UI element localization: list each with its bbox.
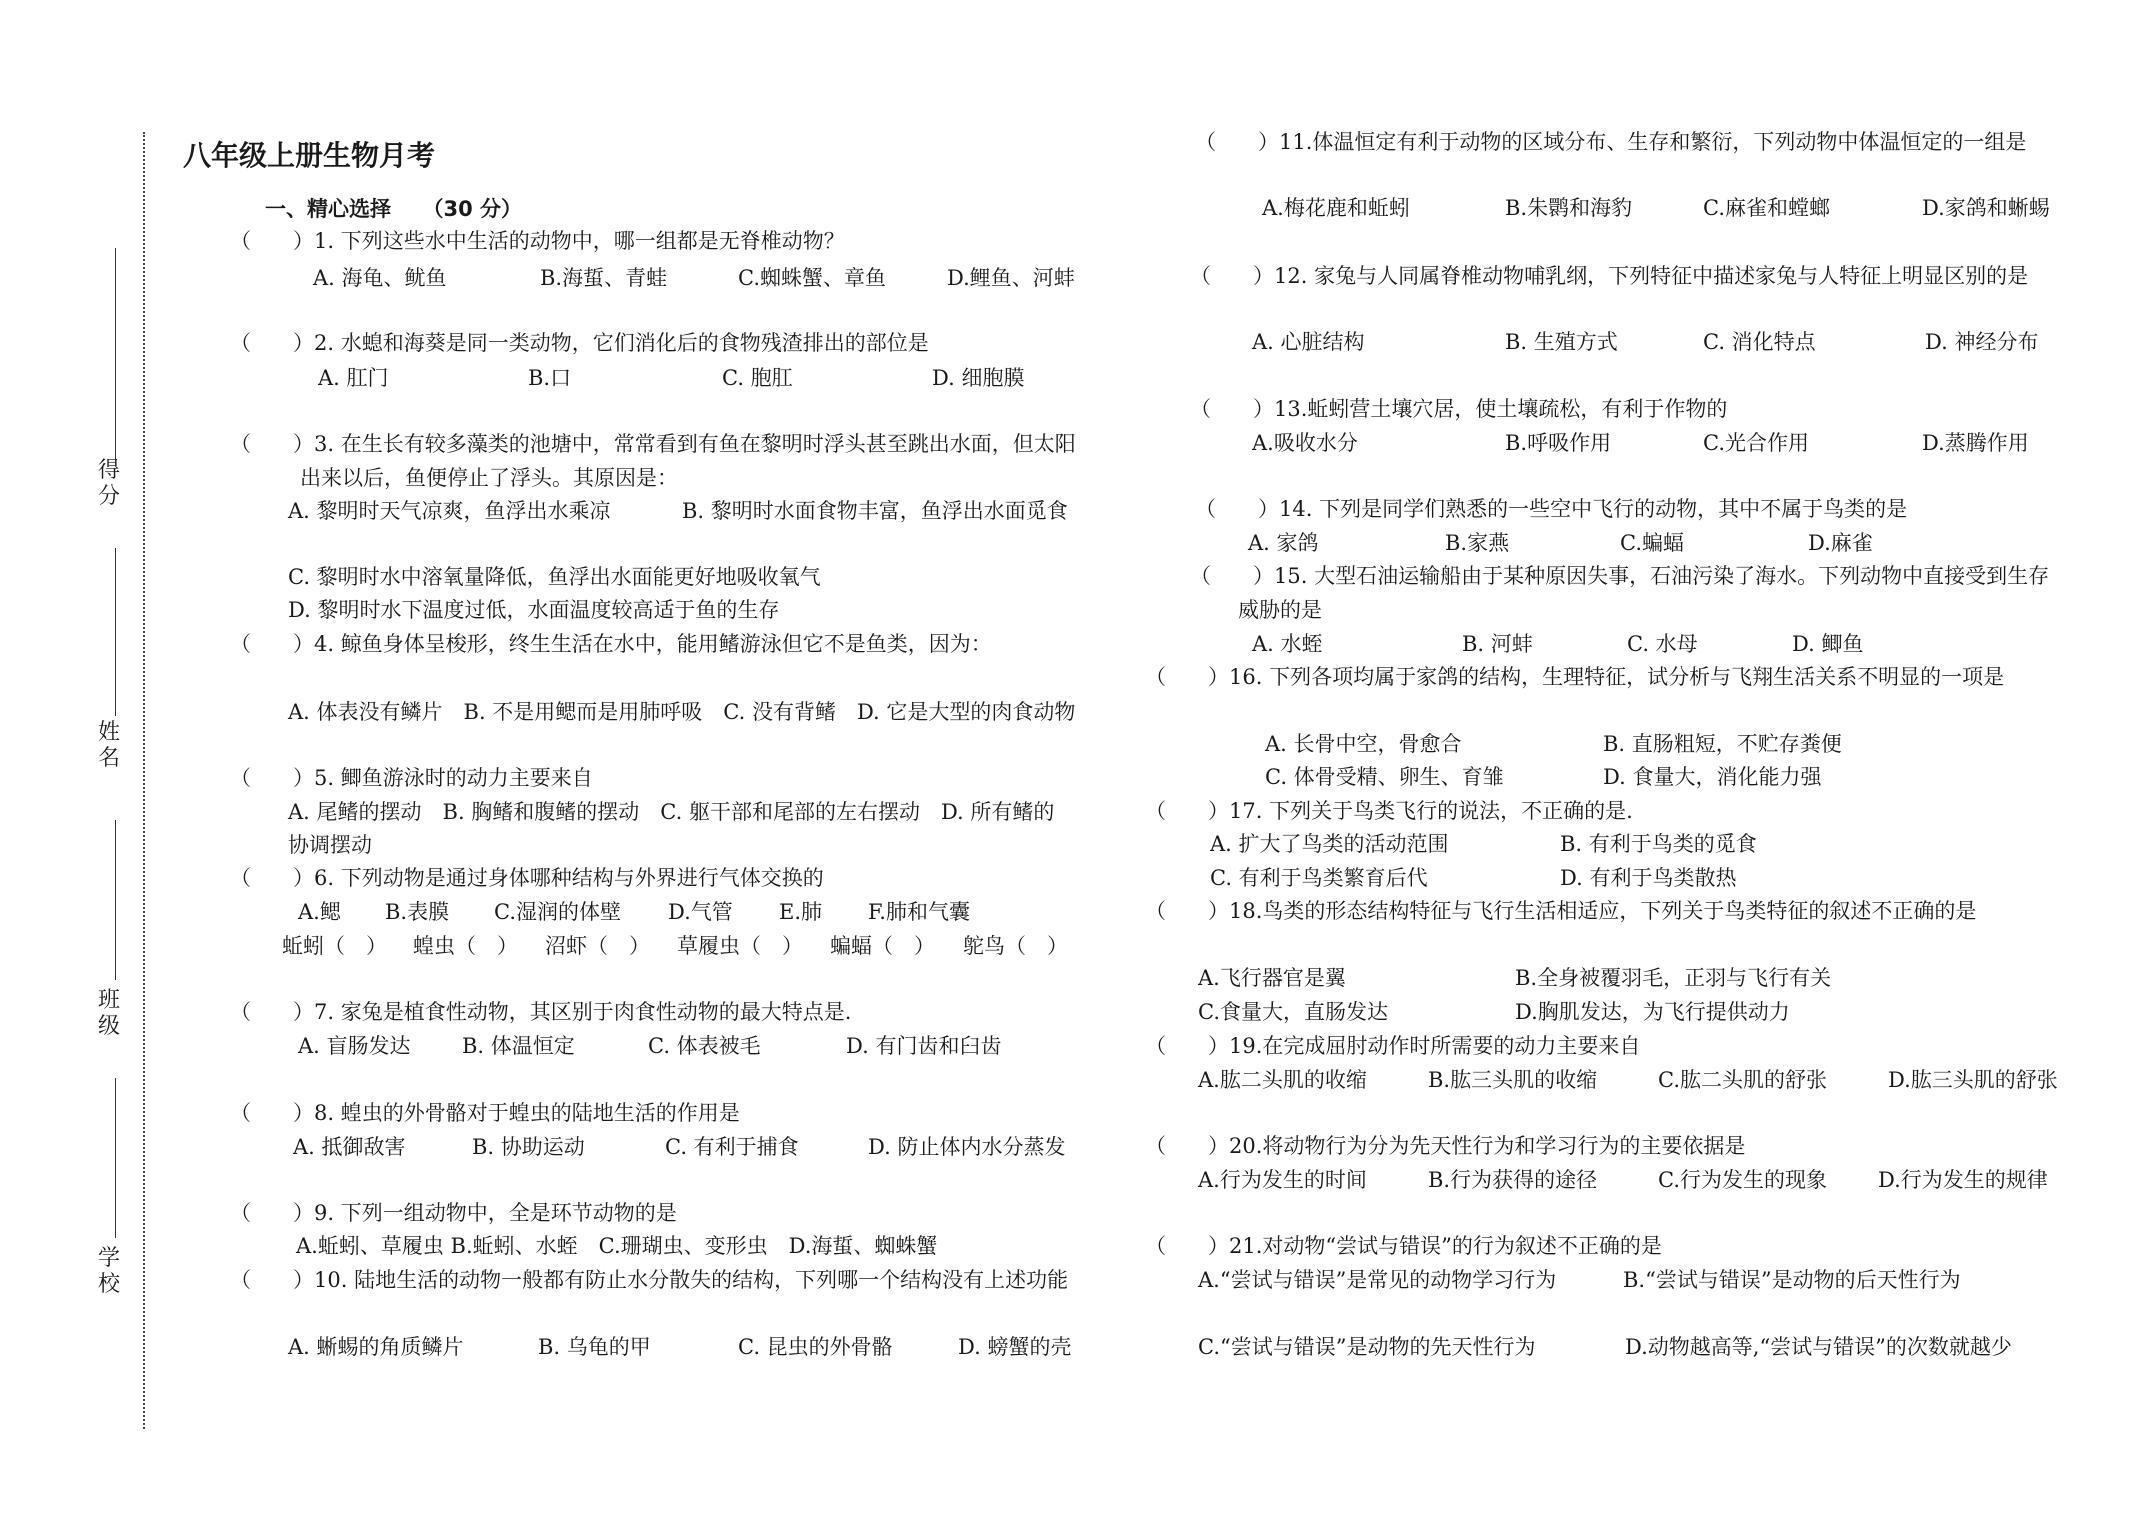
score-label: 得分 <box>97 458 120 509</box>
option-a: A.梅花鹿和蚯蚓 <box>1262 196 1410 220</box>
question-stem: （ ）17. 下列关于鸟类飞行的说法，不正确的是. <box>1145 799 1633 823</box>
option-b: B.表膜 <box>385 900 450 924</box>
options: A. 尾鳍的摆动 B. 胸鳍和腹鳍的摆动 C. 躯干部和尾部的左右摆动 D. 所有鳍的 <box>288 800 1055 824</box>
options-cont: 协调摆动 <box>288 833 372 857</box>
option-e: E.肺 <box>779 900 823 924</box>
question-stem: （ ）7. 家兔是植食性动物，其区别于肉食性动物的最大特点是. <box>230 1000 852 1024</box>
question-stem: （ ）11.体温恒定有利于动物的区域分布、生存和繁衍，下列动物中体温恒定的一组是 <box>1195 130 2027 154</box>
option-d: D.蒸腾作用 <box>1922 431 2029 455</box>
option-c: C.肱二头肌的舒张 <box>1658 1068 1827 1092</box>
section-heading: 一、精心选择 （30 分） <box>265 197 523 221</box>
option-a: A. 扩大了鸟类的活动范围 <box>1210 832 1449 856</box>
question-stem: （ ）20.将动物行为分为先天性行为和学习行为的主要依据是 <box>1145 1134 1746 1158</box>
option-c: C. 昆虫的外骨骼 <box>738 1335 893 1359</box>
school-underline <box>115 1078 116 1238</box>
option-c: C.食量大，直肠发达 <box>1198 1000 1388 1024</box>
question-stem-cont: 威胁的是 <box>1238 598 1322 622</box>
option-c: C.麻雀和螳螂 <box>1703 196 1830 220</box>
option-a: A.“尝试与错误”是常见的动物学习行为 <box>1198 1268 1557 1292</box>
question-stem: （ ）5. 鲫鱼游泳时的动力主要来自 <box>230 766 593 790</box>
option-c: C. 黎明时水中溶氧量降低，鱼浮出水面能更好地吸收氧气 <box>288 565 821 589</box>
option-d: D. 细胞膜 <box>932 366 1025 390</box>
option-c: C.蜘蛛蟹、章鱼 <box>738 266 886 290</box>
option-d: D.气管 <box>668 900 733 924</box>
option-a: A.肱二头肌的收缩 <box>1198 1068 1367 1092</box>
option-a: A. 长骨中空，骨愈合 <box>1265 732 1462 756</box>
option-b: B. 乌龟的甲 <box>538 1335 651 1359</box>
question-stem: （ ）2. 水螅和海葵是同一类动物，它们消化后的食物残渣排出的部位是 <box>230 331 929 355</box>
option-c: C. 有利于捕食 <box>665 1135 799 1159</box>
option-c: C.湿润的体壁 <box>494 900 621 924</box>
question-stem: （ ）10. 陆地生活的动物一般都有防止水分散失的结构，下列哪一个结构没有上述功能 <box>230 1268 1069 1292</box>
question-stem: （ ）3. 在生长有较多藻类的池塘中，常常看到有鱼在黎明时浮头甚至跳出水面，但太阳 <box>230 432 1076 456</box>
answer-blank[interactable]: 蝗虫（ ） <box>413 934 518 958</box>
options: A.蚯蚓、草履虫 B.蚯蚓、水蛭 C.珊瑚虫、变形虫 D.海蜇、蜘蛛蟹 <box>296 1234 938 1258</box>
option-b: B. 生殖方式 <box>1505 330 1618 354</box>
option-d: D.麻雀 <box>1808 531 1873 555</box>
question-stem: （ ）18.鸟类的形态结构特征与飞行生活相适应，下列关于鸟类特征的叙述不正确的是 <box>1145 899 1977 923</box>
answer-blank[interactable]: 鸵鸟（ ） <box>963 934 1068 958</box>
option-b: B. 直肠粗短，不贮存粪便 <box>1603 732 1842 756</box>
option-b: B.家燕 <box>1445 531 1510 555</box>
question-stem: （ ）9. 下列一组动物中，全是环节动物的是 <box>230 1201 677 1225</box>
option-a: A. 肛门 <box>318 366 389 390</box>
option-c: C. 有利于鸟类繁育后代 <box>1210 866 1428 890</box>
option-c: C.蝙蝠 <box>1620 531 1684 555</box>
option-a: A.吸收水分 <box>1252 431 1358 455</box>
option-c: C. 体表被毛 <box>648 1034 761 1058</box>
option-d: D.行为发生的规律 <box>1878 1168 2048 1192</box>
question-stem: （ ）1. 下列这些水中生活的动物中，哪一组都是无脊椎动物？ <box>230 229 845 253</box>
option-b: B.“尝试与错误”是动物的后天性行为 <box>1623 1268 1961 1292</box>
option-b: B. 协助运动 <box>472 1135 585 1159</box>
question-stem: （ ）13.蚯蚓营土壤穴居，使土壤疏松，有利于作物的 <box>1190 397 1728 421</box>
answer-blank[interactable]: 蚯蚓（ ） <box>282 934 387 958</box>
question-stem: （ ）12. 家兔与人同属脊椎动物哺乳纲，下列特征中描述家兔与人特征上明显区别的是 <box>1190 264 2029 288</box>
option-d: D. 神经分布 <box>1925 330 2039 354</box>
question-stem: （ ）16. 下列各项均属于家鸽的结构，生理特征，试分析与飞翔生活关系不明显的一项是 <box>1145 665 2005 689</box>
option-d: D.动物越高等,“尝试与错误”的次数就越少 <box>1625 1335 2012 1359</box>
option-a: A.行为发生的时间 <box>1198 1168 1367 1192</box>
option-b: B. 有利于鸟类的觅食 <box>1560 832 1757 856</box>
question-stem: （ ）4. 鲸鱼身体呈梭形，终生生活在水中，能用鳍游泳但它不是鱼类，因为： <box>230 632 992 656</box>
option-b: B.海蜇、青蛙 <box>540 266 668 290</box>
answer-blank[interactable]: 蝙蝠（ ） <box>830 934 935 958</box>
option-a: A. 心脏结构 <box>1252 330 1365 354</box>
question-stem-cont: 出来以后，鱼便停止了浮头。其原因是： <box>300 466 678 490</box>
option-c: C.光合作用 <box>1703 431 1809 455</box>
option-b: B.呼吸作用 <box>1505 431 1612 455</box>
option-d: D.肱三头肌的舒张 <box>1888 1068 2058 1092</box>
option-b: B.口 <box>528 366 572 390</box>
option-a: A. 盲肠发达 <box>298 1034 411 1058</box>
class-label: 班级 <box>97 988 120 1039</box>
option-a: A. 蜥蜴的角质鳞片 <box>288 1335 464 1359</box>
binding-dotted-line <box>143 132 145 1429</box>
option-d: D. 有利于鸟类散热 <box>1560 866 1737 890</box>
option-c: C. 体骨受精、卵生、育雏 <box>1265 765 1504 789</box>
option-b: B.朱鹮和海豹 <box>1505 196 1633 220</box>
class-underline <box>115 820 116 980</box>
question-stem: （ ）8. 蝗虫的外骨骼对于蝗虫的陆地生活的作用是 <box>230 1101 740 1125</box>
option-b: B.全身被覆羽毛，正羽与飞行有关 <box>1515 966 1832 990</box>
option-f: F.肺和气囊 <box>868 900 970 924</box>
question-stem: （ ）6. 下列动物是通过身体哪种结构与外界进行气体交换的 <box>230 866 824 890</box>
answer-blank[interactable]: 沼虾（ ） <box>545 934 650 958</box>
option-b: B.肱三头肌的收缩 <box>1428 1068 1598 1092</box>
option-a: A. 家鸽 <box>1248 531 1319 555</box>
question-stem: （ ）21.对动物“尝试与错误”的行为叙述不正确的是 <box>1145 1234 1662 1258</box>
school-label: 学校 <box>97 1246 120 1297</box>
option-d: D. 防止体内水分蒸发 <box>868 1135 1066 1159</box>
question-stem: （ ）15. 大型石油运输船由于某种原因失事，石油污染了海水。下列动物中直接受到生存 <box>1190 564 2050 588</box>
page-title: 八年级上册生物月考 <box>183 139 436 172</box>
name-underline <box>115 548 116 716</box>
option-c: C.“尝试与错误”是动物的先天性行为 <box>1198 1335 1536 1359</box>
option-c: C. 胞肛 <box>722 366 793 390</box>
option-c: C.行为发生的现象 <box>1658 1168 1827 1192</box>
answer-blank[interactable]: 草履虫（ ） <box>677 934 803 958</box>
score-underline <box>115 248 116 460</box>
option-b: B. 体温恒定 <box>462 1034 575 1058</box>
option-a: A. 水蛭 <box>1252 632 1323 656</box>
option-a: A.鳃 <box>298 900 341 924</box>
option-d: D.鲤鱼、河蚌 <box>947 266 1075 290</box>
name-label: 姓名 <box>97 720 120 771</box>
option-d: D. 螃蟹的壳 <box>958 1335 1072 1359</box>
option-d: D.家鸽和蜥蜴 <box>1922 196 2050 220</box>
option-d: D.胸肌发达，为飞行提供动力 <box>1515 1000 1790 1024</box>
option-a: A.飞行器官是翼 <box>1198 966 1346 990</box>
option-a: A. 抵御敌害 <box>293 1135 406 1159</box>
question-stem: （ ）14. 下列是同学们熟悉的一些空中飞行的动物，其中不属于鸟类的是 <box>1195 497 1908 521</box>
options: A. 体表没有鳞片 B. 不是用鳃而是用肺呼吸 C. 没有背鳍 D. 它是大型的肉食动物 <box>288 700 1076 724</box>
option-d: D. 有门齿和臼齿 <box>846 1034 1002 1058</box>
option-c: C. 水母 <box>1627 632 1698 656</box>
option-a: A. 黎明时天气凉爽，鱼浮出水乘凉 <box>288 499 611 523</box>
option-d: D. 食量大，消化能力强 <box>1603 765 1822 789</box>
option-b: B. 河蚌 <box>1462 632 1533 656</box>
option-d: D. 鲫鱼 <box>1792 632 1864 656</box>
option-a: A. 海龟、鱿鱼 <box>313 266 447 290</box>
option-b: B. 黎明时水面食物丰富，鱼浮出水面觅食 <box>682 499 1068 523</box>
option-b: B.行为获得的途径 <box>1428 1168 1598 1192</box>
option-c: C. 消化特点 <box>1703 330 1816 354</box>
option-d: D. 黎明时水下温度过低，水面温度较高适于鱼的生存 <box>288 598 780 622</box>
question-stem: （ ）19.在完成屈肘动作时所需要的动力主要来自 <box>1145 1034 1641 1058</box>
